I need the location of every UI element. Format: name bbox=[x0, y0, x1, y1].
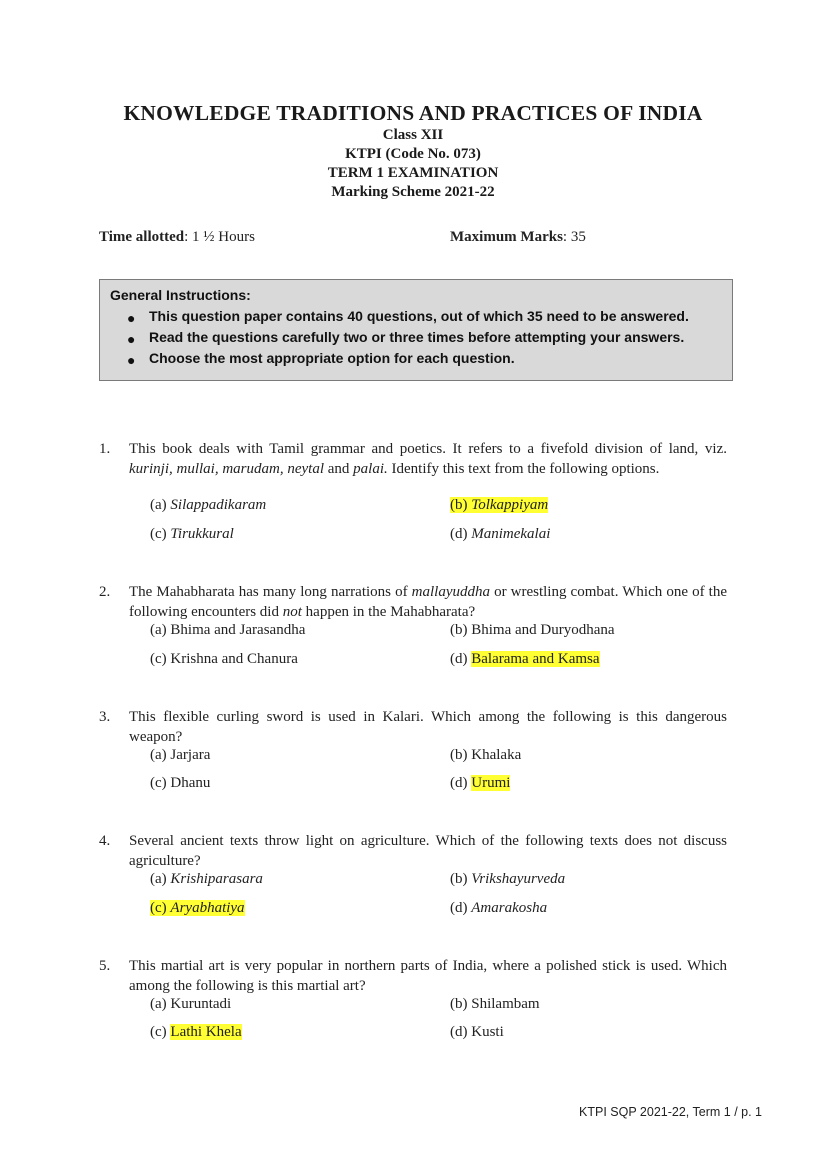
instruction-item: ● Read the questions carefully two or three times before attempting your answers. bbox=[127, 329, 685, 347]
question-5 bbox=[99, 957, 727, 996]
question-1 bbox=[99, 440, 727, 479]
term-line: TERM 1 EXAMINATION bbox=[327, 165, 499, 181]
instructions-heading: General Instructions: bbox=[110, 287, 251, 303]
option-c-correct: (c) Aryabhatiya bbox=[150, 900, 245, 916]
option-c-correct: (c) Lathi Khela bbox=[150, 1024, 242, 1040]
option-a: (a) Kuruntadi bbox=[150, 996, 232, 1012]
general-instructions-box bbox=[99, 279, 733, 381]
question-2 bbox=[99, 583, 727, 622]
question-stem: This martial art is very popular in northern parts of India, where a polished stick is used. Which among the following is this martial art? bbox=[129, 958, 727, 994]
option-c: (c) Dhanu bbox=[150, 775, 211, 791]
option-d: (d) Kusti bbox=[450, 1024, 504, 1040]
question-3 bbox=[99, 708, 727, 747]
class-line: Class XII bbox=[382, 127, 444, 143]
question-stem: This book deals with Tamil grammar and poetics. It refers to a fivefold division of land, viz. kurinji, mullai, marudam, neytal and palai. Identify this text from the following options. bbox=[129, 441, 727, 477]
option-a: (a) Silappadikaram bbox=[150, 497, 267, 513]
time-value: : 1 ½ Hours bbox=[184, 229, 255, 245]
question-number: 4. bbox=[99, 833, 111, 849]
question-stem: Several ancient texts throw light on agriculture. Which of the following texts does not discuss agriculture? bbox=[129, 833, 727, 869]
option-d-correct: (d) Balarama and Kamsa bbox=[450, 651, 600, 667]
instruction-item: ● This question paper contains 40 questions, out of which 35 need to be answered. bbox=[127, 308, 689, 326]
option-d-correct: (d) Urumi bbox=[450, 775, 511, 791]
document-title: KNOWLEDGE TRADITIONS AND PRACTICES OF INDIA bbox=[123, 101, 703, 125]
option-a: (a) Bhima and Jarasandha bbox=[150, 622, 306, 638]
bullet-icon: ● bbox=[127, 310, 136, 326]
scheme-line: Marking Scheme 2021-22 bbox=[331, 184, 495, 200]
question-number: 2. bbox=[99, 584, 111, 600]
option-b: (b) Shilambam bbox=[450, 996, 540, 1012]
time-label: Time allotted bbox=[99, 229, 185, 245]
question-stem: This flexible curling sword is used in Kalari. Which among the following is this dangerous weapon? bbox=[129, 709, 727, 745]
instructions-list bbox=[100, 308, 689, 371]
option-c: (c) Tirukkural bbox=[150, 526, 234, 542]
question-4 bbox=[99, 832, 727, 871]
bullet-icon: ● bbox=[127, 331, 136, 347]
page-footer: KTPI SQP 2021-22, Term 1 / p. 1 bbox=[579, 1105, 762, 1119]
bullet-icon: ● bbox=[127, 352, 136, 368]
option-b: (b) Bhima and Duryodhana bbox=[450, 622, 615, 638]
code-line: KTPI (Code No. 073) bbox=[345, 146, 481, 162]
option-b: (b) Khalaka bbox=[450, 747, 522, 763]
option-d: (d) Amarakosha bbox=[450, 900, 548, 916]
option-a: (a) Jarjara bbox=[150, 747, 211, 763]
question-number: 1. bbox=[99, 441, 111, 457]
question-number: 5. bbox=[99, 958, 111, 974]
marks-label: Maximum Marks bbox=[450, 229, 563, 245]
marks-value: : 35 bbox=[562, 229, 586, 245]
option-c: (c) Krishna and Chanura bbox=[150, 651, 298, 667]
maximum-marks bbox=[450, 229, 586, 246]
question-stem: The Mahabharata has many long narrations of mallayuddha or wrestling combat. Which one of the following encounters did not happen in the Mahabharata? bbox=[129, 584, 727, 620]
time-allotted bbox=[99, 229, 255, 246]
question-number: 3. bbox=[99, 709, 111, 725]
option-b: (b) Vrikshayurveda bbox=[450, 871, 566, 887]
instruction-item: ● Choose the most appropriate option for each question. bbox=[127, 350, 515, 368]
option-a: (a) Krishiparasara bbox=[150, 871, 263, 887]
option-b-correct: (b) Tolkappiyam bbox=[450, 497, 549, 513]
option-d: (d) Manimekalai bbox=[450, 526, 551, 542]
